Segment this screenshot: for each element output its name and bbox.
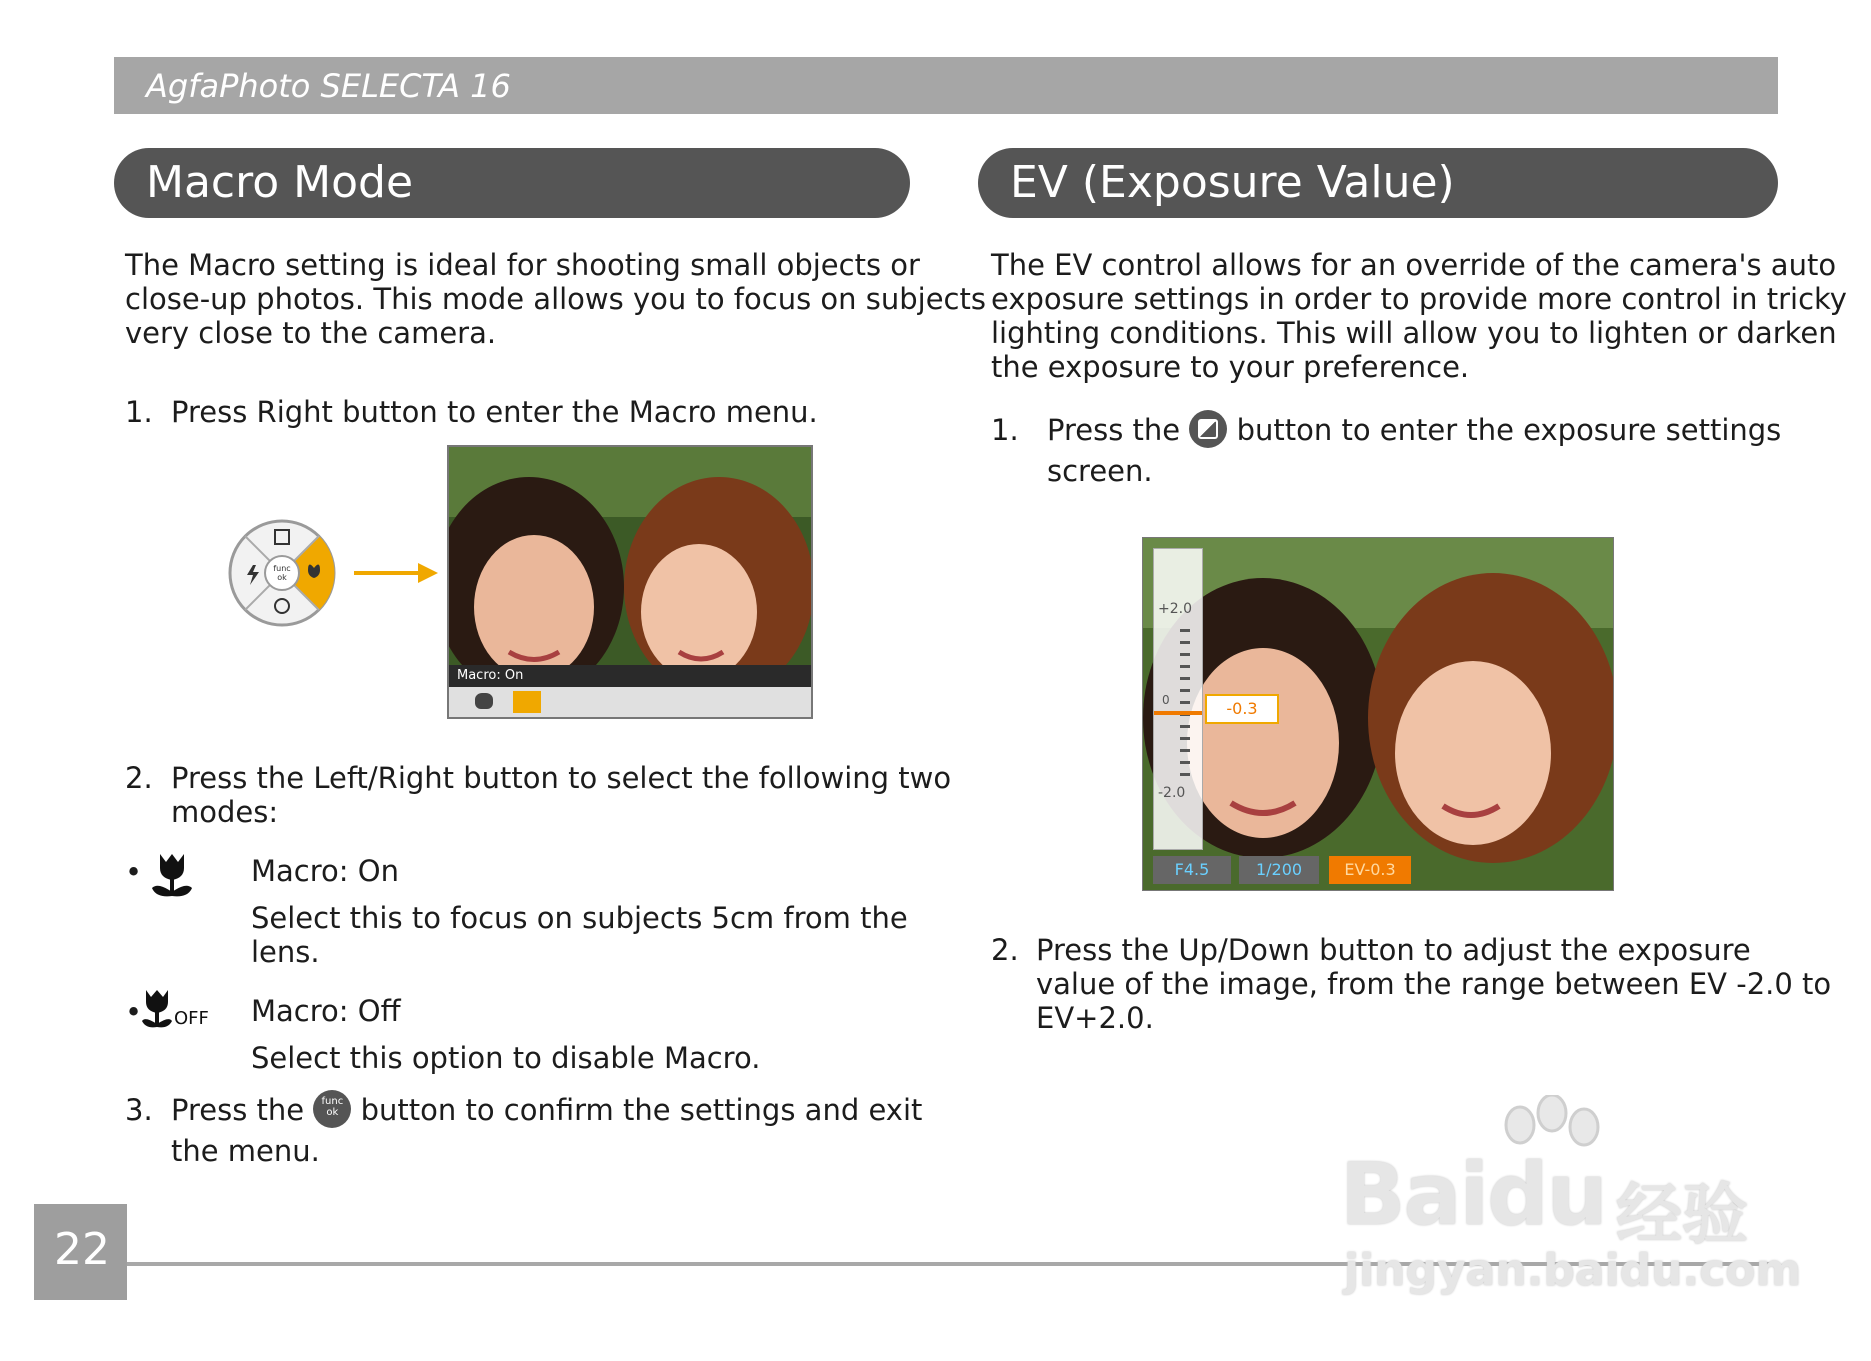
ev-current-value: -0.3 xyxy=(1205,694,1279,724)
macro-step3-text: Press the func ok button to confirm the settings and exit xyxy=(171,1093,922,1131)
ev-step2-text: Press the Up/Down button to adjust the exposure value of the image, from the range between EV -2.0 to EV+2.0. xyxy=(1036,933,1832,1035)
exposure-button-icon xyxy=(1189,410,1227,448)
macro-on-description: Select this to focus on subjects 5cm from the lens. xyxy=(251,901,908,969)
watermark-brand-2: du xyxy=(1487,1145,1606,1245)
macro-step3-text-line2: the menu. xyxy=(171,1134,320,1168)
func-ok-button-icon: func ok xyxy=(313,1090,351,1128)
macro-screen-option-bar xyxy=(449,687,811,717)
macro-screen-label-bar xyxy=(449,665,811,687)
ev-scale-zero-label: 0 xyxy=(1162,693,1170,707)
macro-on-selected-icon xyxy=(513,691,541,713)
section-heading-ev: EV (Exposure Value) xyxy=(978,148,1778,218)
macro-preview-screen xyxy=(447,445,813,719)
macro-step1-number: 1. xyxy=(125,395,153,429)
macro-off-icon: OFF xyxy=(142,988,212,1032)
shutter-badge: 1/200 xyxy=(1239,856,1319,884)
watermark-url: jingyan.baidu.com xyxy=(1344,1245,1802,1296)
macro-step2-text: Press the Left/Right button to select the following two modes: xyxy=(171,761,952,829)
page-number-box xyxy=(34,1204,127,1300)
macro-intro: The Macro setting is ideal for shooting small objects or close-up photos. This mode allows you to focus on subjects very close to the camera. xyxy=(125,248,986,350)
watermark-brand: Bai xyxy=(1340,1145,1488,1245)
ev-step1-text: Press the button to enter the exposure settings xyxy=(1047,413,1781,451)
macro-step3-number: 3. xyxy=(125,1093,153,1127)
ev-badge: EV-0.3 xyxy=(1329,856,1411,884)
document-header-bar xyxy=(114,57,1778,114)
page-number: 22 xyxy=(54,1224,110,1275)
ev-scale-bar xyxy=(1153,548,1203,850)
svg-text:func: func xyxy=(273,564,291,573)
document-title: AgfaPhoto SELECTA 16 xyxy=(146,67,511,105)
macro-step1-text: Press Right button to enter the Macro menu. xyxy=(171,395,818,429)
aperture-badge: F4.5 xyxy=(1153,856,1231,884)
macro-off-title: Macro: Off xyxy=(251,994,401,1028)
macro-screen-label: Macro: On xyxy=(457,668,524,683)
ev-preview-screen xyxy=(1142,537,1614,891)
macro-off-icon xyxy=(475,693,493,709)
ev-step1-text-line2: screen. xyxy=(1047,454,1153,488)
bullet: • xyxy=(125,855,143,889)
watermark-cn: 经验 xyxy=(1616,1176,1748,1253)
macro-on-icon xyxy=(150,852,194,898)
macro-off-description: Select this option to disable Macro. xyxy=(251,1041,761,1075)
ev-scale-indicator xyxy=(1154,711,1202,715)
bullet: • xyxy=(125,995,143,1029)
ev-intro: The EV control allows for an override of the camera's auto exposure settings in order to provide more control in tricky lighting conditions. This will allow you to lighten or darken the exposure to your preference. xyxy=(991,248,1847,384)
ev-step2-number: 2. xyxy=(991,933,1019,967)
svg-text:ok: ok xyxy=(277,573,287,582)
section-heading-macro: Macro Mode xyxy=(114,148,910,218)
ev-step1-number: 1. xyxy=(991,413,1019,447)
macro-step2-number: 2. xyxy=(125,761,153,795)
ev-scale-top-label: +2.0 xyxy=(1158,601,1192,617)
control-dial-illustration xyxy=(228,518,440,628)
ev-scale-bottom-label: -2.0 xyxy=(1158,785,1186,801)
macro-on-title: Macro: On xyxy=(251,854,399,888)
baidu-watermark xyxy=(1340,1095,1802,1305)
